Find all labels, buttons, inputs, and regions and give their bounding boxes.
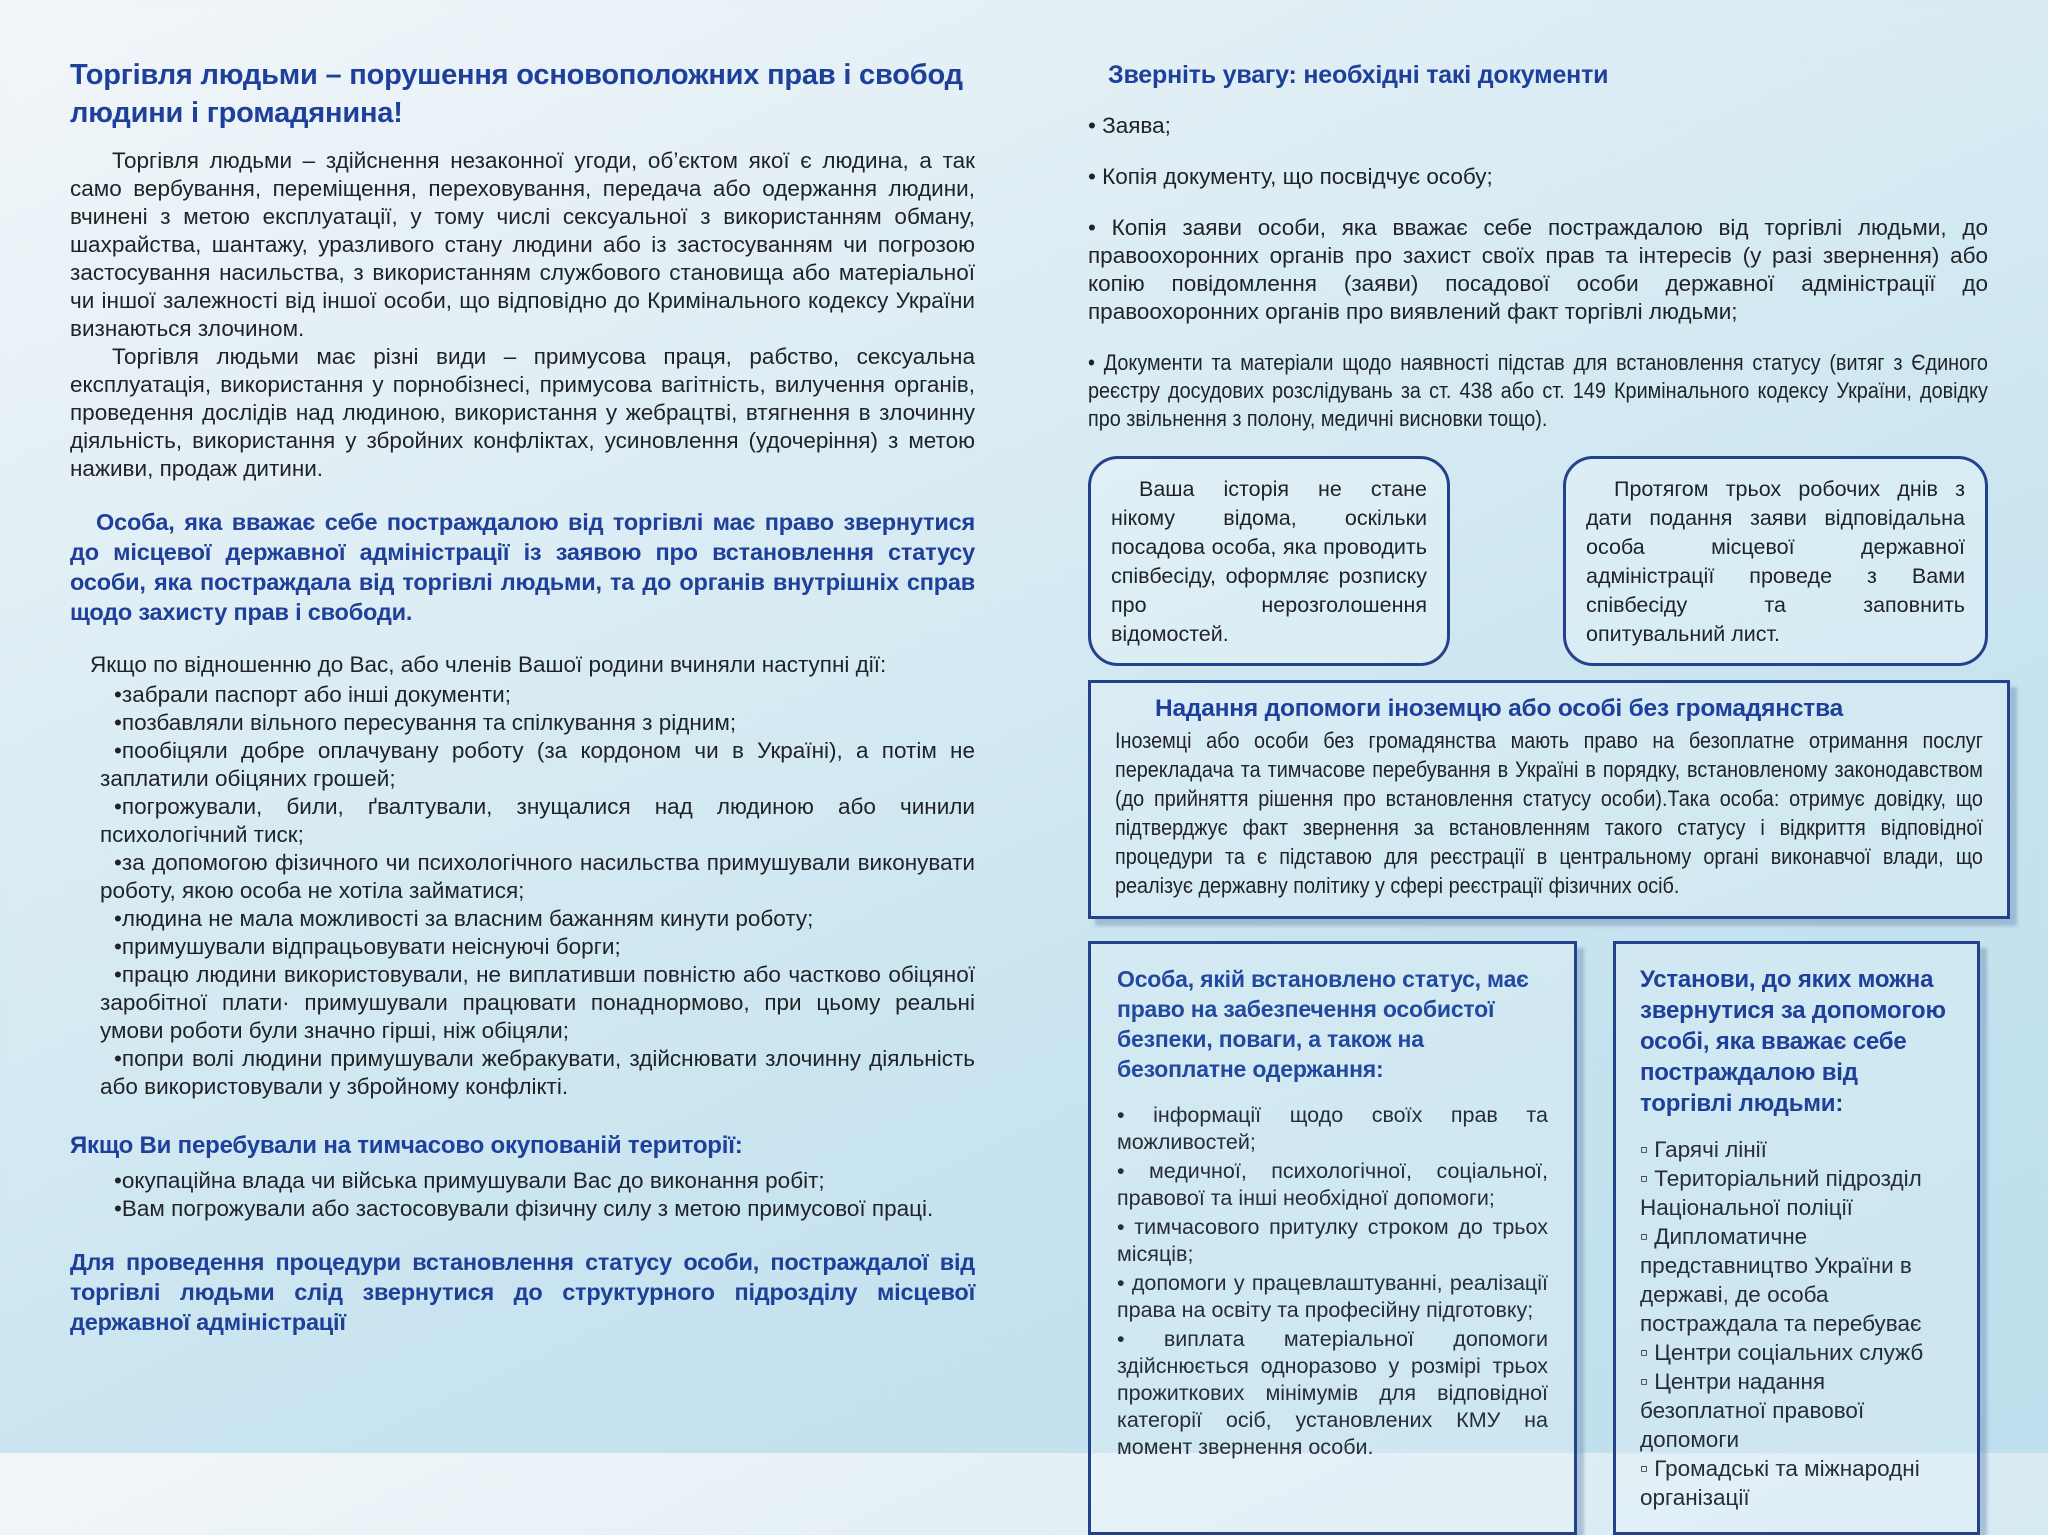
occupied-territory-heading: Якщо Ви перебували на тимчасово окупованій території: (70, 1131, 743, 1159)
definition-paragraph: Торгівля людьми – здійснення незаконної угоди, об’єктом якої є людина, а так само вербування, переміщення, переховування, передача або одержання людини, вчинені з метою експлуатації, у тому числі сексуальної з використанням обману, шахрайства, шантажу, уразливого стану людини або із застосуванням чи погрозою застосування насильства, з використанням службового становища або матеріальної чи іншої залежності від іншої особи, що відповідно до Кримінального кодексу України визнаються злочином. (70, 147, 975, 341)
interview-note-text: Протягом трьох робочих днів з дати подання заяви відповідальна особа місцевої державної адміністрації проведе з Вами співбесіду та заповнить опитувальний лист. (1586, 477, 1965, 646)
action-list-item: • людина не мала можливості за власним бажанням кинути роботу; (70, 905, 975, 933)
document-item: • Копія документу, що посвідчує особу; (1088, 163, 1988, 191)
rights-list-item: • медичної, психологічної, соціальної, правової та інші необхідної допомоги; (1117, 1158, 1548, 1212)
status-rights-title: Особа, якій встановлено статус, має право на забезпечення особистої безпеки, поваги, а також на безоплатне одержання: (1117, 966, 1529, 1082)
document-item: • Копія заяви особи, яка вважає себе постраждалою від торгівлі людьми, до правоохоронних органів про захист своїх прав та інтересів (у разі звернення) або копію повідомлення (заяви) посадової особи державної адміністрації до правоохоронних органів про виявлений факт торгівлі людьми; (1088, 214, 1988, 326)
occupied-list-item: • Вам погрожували або застосовували фізичну силу з метою примусової праці. (70, 1195, 975, 1223)
rights-list-item: • допомоги у працевлаштуванні, реалізації права на освіту та професійну підготовку; (1117, 1270, 1548, 1324)
types-paragraph: Торгівля людьми має різні види – примусова праця, рабство, сексуальна експлуатація, використання у порнобізнесі, примусова вагітність, вилучення органів, проведення дослідів над людиною, використання у жебрацтві, втягнення в злочинну діяльність, використання у збройних конфліктах, усиновлення (удочеріння) з метою наживи, продаж дитини. (70, 343, 975, 481)
institution-list-item: ▫ Територіальний підрозділ Національної поліції (1640, 1164, 1955, 1222)
institution-list-item: ▫ Гарячі лінії (1640, 1135, 1955, 1164)
institution-list-item: ▫ Громадські та міжнародні організації (1640, 1454, 1955, 1512)
right-to-apply-callout: Особа, яка вважає себе постраждалою від торгівлі має право звернутися до місцевої державної адміністрації із заявою про встановлення статусу особи, яка постраждала від торгівлі людьми, та до органів внутрішніх справ щодо захисту прав і свободи. (70, 508, 975, 625)
occupied-territory-list (70, 1167, 975, 1223)
foreigners-help-title: Надання допомоги іноземцю або особі без громадянства (1155, 695, 1844, 722)
rights-list-item: • інформації щодо своїх прав та можливостей; (1117, 1102, 1548, 1156)
action-list-item: • попри волі людини примушували жебракувати, здійснювати злочинну діяльність або використовували у збройному конфлікті. (70, 1045, 975, 1101)
document-item: • Документи та матеріали щодо наявності підстав для встановлення статусу (витяг з Єдиного реєстру досудових розслідувань за ст. 438 або ст. 149 Кримінального кодексу України, довідку про звільнення з полону, медичні висновки тощо). (1088, 349, 1988, 433)
document-item: • Заява; (1088, 112, 1988, 140)
rights-list-item: • тимчасового притулку строком до трьох місяців; (1117, 1214, 1548, 1268)
confidentiality-note-text: Ваша історія не стане нікому відома, оскільки посадова особа, яка проводить співбесіду, оформляє розписку про нерозголошення відомостей. (1111, 477, 1427, 646)
action-list-item: • примушували відпрацьовувати неіснуючі борги; (70, 933, 975, 961)
documents-heading: Зверніть увагу: необхідні такі документи (1108, 61, 1609, 89)
action-list-item: • позбавляли вільного пересування та спілкування з рідним; (70, 709, 975, 737)
status-rights-list (1117, 1102, 1548, 1461)
status-rights-box (1088, 941, 1577, 1535)
institutions-box (1613, 941, 1980, 1535)
note-boxes-row (1088, 456, 1988, 666)
foreigners-help-body: Іноземці або особи без громадянства мають право на безоплатне отримання послуг перекладача та тимчасове перебування в Україні в порядку, встановленому законодавством (до прийняття рішення про встановлення статусу особи).Така особа: отримує довідку, що підтверджує факт звернення за встановленням такого статусу і відкриття відповідної процедури та є підставою для реєстрації в центральному органі виконавчої влади, що реалізує державну політику у сфері реєстрації фізичних осіб. (1115, 728, 1983, 898)
action-list-item: • працю людини використовували, не виплативши повністю або частково обіцяної заробітної плати· примушували працювати понаднормово, при цьому реальні умови роботи були значно гірші, ніж обіцяли; (70, 961, 975, 1045)
institution-list-item: ▫ Центри надання безоплатної правової допомоги (1640, 1367, 1955, 1454)
action-list-item: • погрожували, били, ґвалтували, знущалися над людиною або чинили психологічний тиск; (70, 793, 975, 849)
rights-list-item: • виплата матеріальної допомоги здійснюється одноразово у розмірі трьох прожиткових мінімумів для відповідної категорії осіб, установлених КМУ на момент звернення особи. (1117, 1326, 1548, 1461)
action-list-item: • забрали паспорт або інші документи; (70, 681, 975, 709)
institution-list-item: ▫ Дипломатичне представництво України в державі, де особа постраждала та перебуває (1640, 1222, 1955, 1338)
foreigners-help-box (1088, 680, 2010, 919)
interview-note-box (1563, 456, 1988, 666)
left-column (70, 56, 975, 1423)
procedure-callout: Для проведення процедури встановлення статусу особи, постраждалої від торгівлі людьми слід звернутися до структурного підрозділу місцевої державної адміністрації (70, 1248, 975, 1335)
page-title: Торгівля людьми – порушення основоположних прав і свобод людини і громадянина! (70, 59, 963, 130)
institution-list-item: ▫ Центри соціальних служб (1640, 1338, 1955, 1367)
bottom-boxes-row (1088, 941, 1988, 1535)
if-actions-intro: Якщо по відношенню до Вас, або членів Вашої родини вчиняли наступні дії: (90, 651, 887, 677)
action-list-item: • пообіцяли добре оплачувану роботу (за кордоном чи в Україні), а потім не заплатили обіцяних грошей; (70, 737, 975, 793)
confidentiality-note-box (1088, 456, 1450, 666)
actions-list (70, 681, 975, 1101)
right-column (1088, 56, 1988, 1510)
action-list-item: • за допомогою фізичного чи психологічного насильства примушували виконувати роботу, якою особа не хотіла займатися; (70, 849, 975, 905)
documents-list (1088, 112, 1988, 433)
occupied-list-item: • окупаційна влада чи війська примушували Вас до виконання робіт; (70, 1167, 975, 1195)
institutions-title: Установи, до яких можна звернутися за допомогою особі, яка вважає себе постраждалою від торгівлі людьми: (1640, 966, 1946, 1117)
institutions-list (1640, 1135, 1955, 1512)
